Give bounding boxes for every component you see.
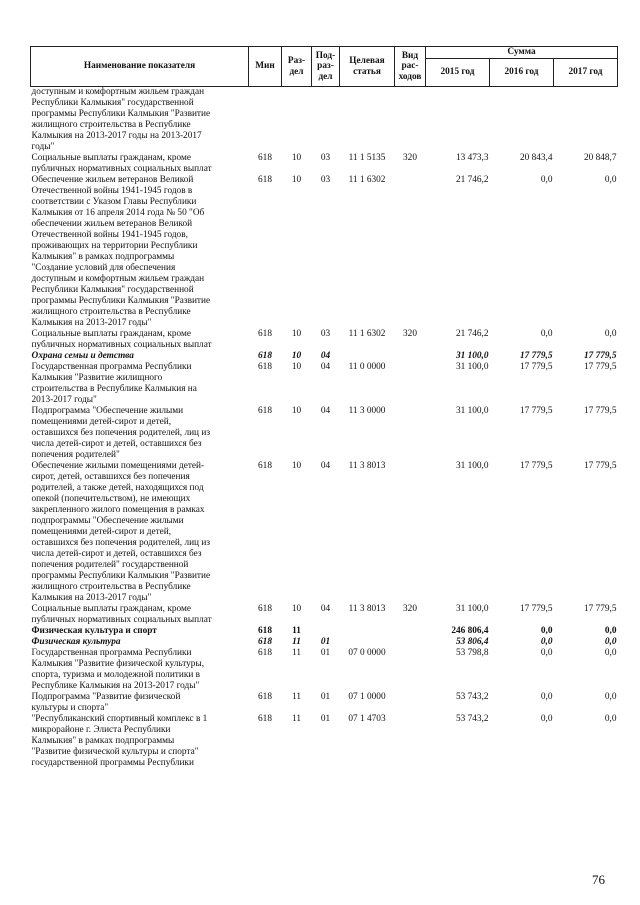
row-vid <box>395 714 426 769</box>
row-min: 618 <box>258 175 272 185</box>
col-target-header: Целевая статья <box>340 47 395 87</box>
col-razdel-header: Раз- дел <box>282 47 312 87</box>
row-target: 11 1 5135 <box>348 153 386 163</box>
row-razdel: 11 <box>292 637 301 647</box>
row-sum-2017: 0,0 <box>604 175 617 185</box>
row-target: 07 0 0000 <box>348 648 386 658</box>
row-razdel: 10 <box>291 153 302 163</box>
row-vid <box>395 637 426 648</box>
table-row <box>31 714 618 769</box>
row-target: 11 1 6302 <box>348 175 386 185</box>
row-sum-2016: 0,0 <box>540 329 553 339</box>
row-sum-2015: 31 100,0 <box>455 362 489 372</box>
row-podrazdel: 04 <box>320 351 331 361</box>
table-row <box>31 406 618 461</box>
row-vid <box>395 351 426 362</box>
row-razdel <box>282 87 312 154</box>
row-sum-2016: 17 779,5 <box>519 461 553 471</box>
row-vid <box>395 87 426 154</box>
row-vid: 320 <box>403 604 417 614</box>
row-razdel: 10 <box>291 461 302 471</box>
row-min: 618 <box>258 406 272 416</box>
table-row <box>31 175 618 329</box>
col-min-header: Мин <box>249 47 282 87</box>
row-vid: 320 <box>403 329 417 339</box>
row-target: 07 1 4703 <box>348 714 386 724</box>
row-vid <box>395 648 426 692</box>
row-sum-2016: 17 779,5 <box>519 604 553 614</box>
row-razdel: 11 <box>292 626 301 636</box>
table-header <box>31 47 618 87</box>
row-razdel: 10 <box>291 351 302 361</box>
row-sum-2017: 17 779,5 <box>583 461 617 471</box>
row-target <box>340 87 395 154</box>
row-sum-2015: 53 798,8 <box>455 648 489 658</box>
row-min: 618 <box>258 648 272 658</box>
row-razdel: 10 <box>291 329 302 339</box>
col-podrazdel-header: Под- раз- дел <box>312 47 340 87</box>
table-row <box>31 692 618 714</box>
row-sum-2015: 53 743,2 <box>455 714 489 724</box>
row-target: 11 3 8013 <box>348 604 386 614</box>
row-sum-2016: 0,0 <box>540 648 553 658</box>
row-name: Обеспечение жилыми помещениями детей- сирот, детей, оставшихся без попечения родителей, а также детей, находящихся под опекой (попечительством), не имеющих закрепленного жилого помещения в рамках подпрограммы "Обеспечение жилыми помещениями детей-сирот и детей, оставшихся без попечения родителей, лиц из числа детей-сирот и детей, оставшихся без попечения родителей" государственной программы Республики Калмыкия "Развитие жилищного строительства в Республике Калмыкия на 2013-2017 годы" <box>31 461 211 603</box>
row-min: 618 <box>258 604 272 614</box>
row-podrazdel <box>312 626 340 637</box>
row-name: Государственная программа Республики Калмыкия "Развитие физической культуры, спорта, туризма и молодежной политики в Республике Калмыкия на 2013-2017 годы" <box>31 648 205 691</box>
row-sum-2015: 31 100,0 <box>455 461 489 471</box>
row-sum-2015: 21 746,2 <box>455 329 489 339</box>
row-min <box>249 87 282 154</box>
row-name: Социальные выплаты гражданам, кроме публичных нормативных социальных выплат <box>31 604 212 625</box>
page-number: 76 <box>592 872 605 887</box>
row-name: Физическая культура и спорт <box>31 626 157 636</box>
row-sum-2016: 0,0 <box>540 714 553 724</box>
row-name: Социальные выплаты гражданам, кроме публичных нормативных социальных выплат <box>31 153 212 174</box>
row-sum-2017: 0,0 <box>604 329 617 339</box>
row-sum-2015: 31 100,0 <box>455 406 489 416</box>
col-sum-header: Сумма <box>426 47 618 59</box>
row-razdel: 11 <box>292 692 301 702</box>
row-min: 618 <box>258 461 272 471</box>
row-name: Государственная программа Республики Калмыкия "Развитие жилищного строительства в Республике Калмыкия на 2013-2017 годы" <box>31 362 197 405</box>
row-sum-2017: 17 779,5 <box>583 351 617 361</box>
row-sum-2015: 31 100,0 <box>455 351 489 361</box>
row-sum-2017: 0,0 <box>604 626 617 636</box>
row-min: 618 <box>258 153 272 163</box>
row-sum-2016: 0,0 <box>540 175 553 185</box>
col-2015-header: 2015 год <box>426 59 490 87</box>
row-sum-2017: 0,0 <box>604 637 617 647</box>
row-sum-2017 <box>554 87 618 154</box>
row-razdel: 10 <box>291 604 302 614</box>
row-sum-2015: 53 806,4 <box>455 637 489 647</box>
row-razdel: 11 <box>292 648 301 658</box>
row-sum-2017: 17 779,5 <box>583 604 617 614</box>
row-target: 11 3 0000 <box>348 406 386 416</box>
row-target <box>340 626 395 637</box>
col-2016-header: 2016 год <box>490 59 554 87</box>
row-sum-2015: 53 743,2 <box>455 692 489 702</box>
row-podrazdel: 04 <box>320 362 331 372</box>
row-min: 618 <box>258 351 272 361</box>
col-vid-header: Вид рас- ходов <box>395 47 426 87</box>
row-vid <box>395 461 426 604</box>
row-min: 618 <box>258 362 272 372</box>
row-podrazdel: 03 <box>320 153 331 163</box>
row-sum-2017: 0,0 <box>604 648 617 658</box>
table-row <box>31 351 618 362</box>
row-sum-2017: 17 779,5 <box>583 362 617 372</box>
row-sum-2016: 17 779,5 <box>519 362 553 372</box>
table-row <box>31 626 618 637</box>
row-min: 618 <box>258 714 272 724</box>
row-target <box>340 637 395 648</box>
row-min: 618 <box>258 637 272 647</box>
row-sum-2017: 20 848,7 <box>583 153 617 163</box>
row-sum-2015 <box>426 87 490 154</box>
row-sum-2017: 0,0 <box>604 692 617 702</box>
row-sum-2016: 0,0 <box>540 626 553 636</box>
budget-table <box>30 46 618 769</box>
row-sum-2016: 17 779,5 <box>519 351 553 361</box>
row-name: Физическая культура <box>31 637 121 647</box>
row-sum-2016 <box>490 87 554 154</box>
row-podrazdel: 01 <box>320 714 331 724</box>
row-min: 618 <box>258 692 272 702</box>
row-vid <box>395 692 426 714</box>
row-sum-2017: 17 779,5 <box>583 406 617 416</box>
table-row <box>31 637 618 648</box>
table-row <box>31 329 618 351</box>
row-name: Подпрограмма "Развитие физической культуры и спорта" <box>31 692 181 713</box>
row-podrazdel: 01 <box>320 637 331 647</box>
row-target: 11 3 8013 <box>348 461 386 471</box>
row-razdel: 11 <box>292 714 301 724</box>
row-min: 618 <box>258 626 272 636</box>
table-body <box>31 87 618 770</box>
row-podrazdel: 01 <box>320 648 331 658</box>
row-sum-2015: 246 806,4 <box>451 626 489 636</box>
row-target: 07 1 0000 <box>348 692 386 702</box>
row-sum-2015: 31 100,0 <box>455 604 489 614</box>
row-vid <box>395 362 426 406</box>
table-row <box>31 648 618 692</box>
row-sum-2016: 17 779,5 <box>519 406 553 416</box>
row-name: Подпрограмма "Обеспечение жилыми помещениями детей-сирот и детей, оставшихся без попечения родителей, лиц из числа детей-сирот и детей, оставшихся без попечения родителей" <box>31 406 211 460</box>
table-row <box>31 604 618 626</box>
row-target <box>340 351 395 362</box>
table-row <box>31 87 618 154</box>
row-sum-2016: 20 843,4 <box>519 153 553 163</box>
row-vid: 320 <box>403 153 417 163</box>
row-min: 618 <box>258 329 272 339</box>
row-razdel: 10 <box>291 406 302 416</box>
row-podrazdel: 04 <box>320 461 331 471</box>
row-name: доступным и комфортным жильем граждан Республики Калмыкия" государственной программы Республики Калмыкия "Развитие жилищного строительства в Республике Калмыкия на 2013-2017 годы на 2013-2017 годы" <box>31 87 211 152</box>
row-vid <box>395 175 426 329</box>
row-target: 11 0 0000 <box>348 362 386 372</box>
row-sum-2016: 0,0 <box>540 692 553 702</box>
row-sum-2015: 21 746,2 <box>455 175 489 185</box>
table-row <box>31 362 618 406</box>
row-name: Социальные выплаты гражданам, кроме публичных нормативных социальных выплат <box>31 329 212 350</box>
row-vid <box>395 406 426 461</box>
table-row <box>31 461 618 604</box>
row-sum-2016: 0,0 <box>540 637 553 647</box>
row-podrazdel: 04 <box>320 604 331 614</box>
row-target: 11 1 6302 <box>348 329 386 339</box>
row-name: Охрана семьи и детства <box>31 351 134 361</box>
col-2017-header: 2017 год <box>554 59 618 87</box>
row-podrazdel: 03 <box>320 329 331 339</box>
row-podrazdel <box>312 87 340 154</box>
col-name-header: Наименование показателя <box>31 47 249 87</box>
row-sum-2017: 0,0 <box>604 714 617 724</box>
row-podrazdel: 04 <box>320 406 331 416</box>
row-razdel: 10 <box>291 175 302 185</box>
row-podrazdel: 01 <box>320 692 331 702</box>
table-row <box>31 153 618 175</box>
row-razdel: 10 <box>291 362 302 372</box>
row-podrazdel: 03 <box>320 175 331 185</box>
row-name: "Республиканский спортивный комплекс в 1 микрорайоне г. Элиста Республики Калмыкия" в рамках подпрограммы "Развитие физической культуры и спорта" государственной программы Республики <box>31 714 208 768</box>
row-sum-2015: 13 473,3 <box>455 153 489 163</box>
row-name: Обеспечение жильем ветеранов Великой Отечественной войны 1941-1945 годов в соответствии с Указом Главы Республики Калмыкия от 16 апреля 2014 года № 50 "Об обеспечении жильем ветеранов Великой Отечественной войны 1941-1945 годов, проживающих на территории Республики Калмыкия" в рамках подпрограммы "Создание условий для обеспечения доступным и комфортным жильем граждан Республики Калмыкия" государственной программы Республики Калмыкия "Развитие жилищного строительства в Республике Калмыкия на 2013-2017 годы" <box>31 175 211 328</box>
row-vid <box>395 626 426 637</box>
